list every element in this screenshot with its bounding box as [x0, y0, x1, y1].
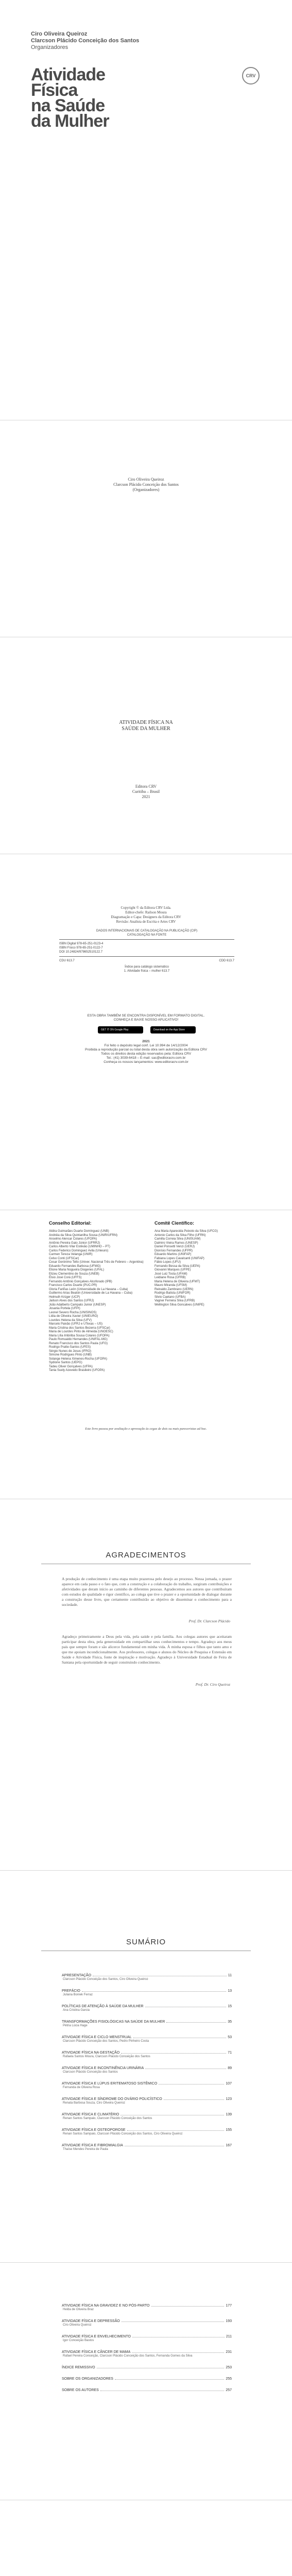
- summary-leader-dots: [166, 2020, 226, 2023]
- editorial-board-member: Aldira Guimarães Duarte Domínguez (UNB): [49, 1230, 109, 1233]
- summary-entry[interactable]: [62, 2020, 232, 2028]
- scientific-committee-member: Leidiane Rosa (UFRB): [154, 1276, 186, 1279]
- summary-leader-dots: [164, 2097, 225, 2100]
- summary-entry[interactable]: [62, 2005, 232, 2012]
- summary-entry-title: ATIVIDADE FÍSICA E FIBROMIALGIA: [62, 2144, 123, 2147]
- cover-title: [31, 67, 109, 129]
- editorial-board-member: Jailson Alves dos Santos (UFRJ): [49, 1299, 94, 1302]
- scientific-committee-member: Fernando Bessa da Silva (UEPA): [154, 1264, 200, 1268]
- summary-entry-title: TRANSFORMAÇÕES FISIOLÓGICAS NA SAÚDE DA MULHER: [62, 2020, 165, 2024]
- peer-review-note: Este livro passou por avaliação e aprovação às cegas de dois ou mais pareceristas ad hoc.: [85, 1427, 207, 1431]
- reproduction-notice: Proibida a reprodução parcial ou total desta obra sem autorização da Editora CRV: [85, 1048, 207, 1052]
- isbn-digital: ISBN Digital 978-65-251-0123-4: [59, 942, 104, 945]
- editorial-board-heading: Conselho Editorial:: [49, 1221, 92, 1226]
- summary-entry-title-row: [62, 2319, 232, 2323]
- summary-leader-dots: [93, 1974, 227, 1976]
- summary-leader-dots: [145, 2066, 226, 2069]
- cover-page: [0, 0, 292, 420]
- summary-entry-authors: Renan Santos Sampaio, Clarcson Plácido Conceição dos Santos: [63, 2117, 152, 2120]
- digital-notice: ESTA OBRA TAMBÉM SE ENCONTRA DISPONÍVEL EM FORMATO DIGITAL.: [87, 1014, 205, 1018]
- summary-entry[interactable]: [62, 2128, 232, 2136]
- editorial-board-member: Sérgio Nunes de Jesus (IFRO): [49, 1349, 92, 1353]
- layout-credit: Diagramação e Capa: Designers da Editora CRV: [111, 915, 181, 919]
- copyright-credits: [0, 906, 292, 924]
- scientific-committee-member: Giovanni Marques (UFPE): [154, 1268, 191, 1272]
- summary-entry-title: ATIVIDADE FÍSICA NA GRAVIDEZ E NO PÓS-PARTO: [62, 2304, 150, 2308]
- scientific-committee-member: Silvio Caetano (UFBA): [154, 1295, 186, 1299]
- scientific-committee-member: Fabiana Lopes Cavalcanti (UNIFAP): [154, 1257, 204, 1260]
- summary-leader-dots: [145, 2005, 227, 2007]
- editorial-board-member: Gloria Fariñas León (Universidade de La Havana – Cuba): [49, 1287, 128, 1291]
- blank-page: [0, 2500, 292, 2576]
- summary-entry-page: 253: [226, 2366, 232, 2369]
- summary-entry-page: 13: [228, 1989, 232, 1993]
- summary-entry-authors: Pétria Lúcia Hage: [63, 2024, 88, 2027]
- store-badges: [98, 1026, 196, 1033]
- summary-entry-title: SOBRE OS AUTORES: [62, 2388, 99, 2392]
- summary-leader-dots: [122, 2319, 225, 2322]
- summary-leader-dots: [133, 2036, 227, 2038]
- publication-year: 2021: [142, 794, 150, 799]
- summary-entry-title: ATIVIDADE FÍSICA E LÚPUS ERITEMATOSO SISTÊMICO: [62, 2082, 158, 2086]
- scientific-committee-member: Antonio Carlos da Silva Filho (UFRN): [154, 1233, 206, 1237]
- summary-entry-authors: Rafaela Santos Moura, Clarcson Plácido Conceição dos Santos: [63, 2055, 150, 2058]
- editor-chief: Editor-chefe: Railson Moura: [125, 910, 167, 914]
- rights-reserved: Todos os direitos desta edição reservados pela: Editora CRV: [100, 1052, 192, 1056]
- scientific-committee-member: Ana Maria Aparecida Peixoto da Silva (UFCG): [154, 1230, 218, 1233]
- contact-info: Tel.: (41) 3039-6418 – E-mail: sac@editoracrv.com.br: [106, 1056, 186, 1060]
- summary-leader-dots: [159, 2082, 224, 2084]
- publisher-city: Curitiba – Brasil: [132, 789, 160, 794]
- scientific-committee-heading: Comitê Científico:: [154, 1221, 195, 1226]
- summary-entry-title: ATIVIDADE FÍSICA E CLIMATÉRIO: [62, 2113, 119, 2116]
- editorial-board-member: Sydione Santos (UEPG): [49, 1361, 82, 1364]
- summary-entry-title: ATIVIDADE FÍSICA E CICLO MENSTRUAL: [62, 2036, 132, 2039]
- catalog-title: DADOS INTERNACIONAIS DE CATALOGAÇÃO NA PUBLICAÇÃO (CIP): [96, 929, 198, 933]
- cover-organizers-label: Organizadores: [31, 44, 68, 50]
- editorial-board-member: Maria de Lourdes Pinto de Almeida (UNOESC): [49, 1330, 113, 1333]
- summary-page-continued: [0, 2263, 292, 2500]
- editorial-board-member: Tadeu Oliver Gonçalves (UFPA): [49, 1365, 93, 1368]
- title-page: [0, 637, 292, 854]
- summary-entry-title: ATIVIDADE FÍSICA E INCONTINÊNCIA URINÁRIA: [62, 2066, 144, 2070]
- revision-credit: Revisão: Analista de Escrita e Artes CRV: [116, 920, 176, 924]
- summary-entry-title-row: [62, 2128, 232, 2132]
- summary-entry-authors: Ciro Oliveira Queiroz: [63, 2324, 92, 2327]
- summary-entry-title: POLÍTICAS DE ATENÇÃO À SAÚDE DA MULHER: [62, 2005, 144, 2008]
- editorial-board-member: Paulo Romualdo Hernandes (UNIFAL-MG): [49, 1338, 108, 1341]
- summary-entry-title-row: [62, 2113, 232, 2116]
- summary-leader-dots: [97, 2366, 225, 2368]
- scientific-committee-member: Dionísio Fernandes (UFPR): [154, 1249, 193, 1252]
- summary-entry-title-row: [62, 2005, 232, 2008]
- halftitle-author-2: Clarcson Plácido Conceição dos Santos: [113, 482, 179, 487]
- summary-entry-page: 11: [228, 1974, 232, 1977]
- index-item: 1. Atividade física – mulher 613.7: [124, 970, 170, 973]
- editorial-board-member: Lourdes Helena da Silva (UFV): [49, 1318, 92, 1322]
- summary-entry-title: ATIVIDADE FÍSICA E SÍNDROME DO OVÁRIO POLICÍSTICO: [62, 2097, 162, 2101]
- doi: DOI 10.24824/978652510122.7: [59, 951, 103, 954]
- editorial-board-member: Eduardo Fernandes Barbosa (UFMG): [49, 1264, 101, 1268]
- summary-entry-title: ATIVIDADE FÍSICA NA GESTAÇÃO: [62, 2051, 120, 2055]
- summary-entry-title: PREFÁCIO: [62, 1989, 80, 1993]
- scientific-committee-member: Vagner Ferreira Silva (UFRB): [154, 1299, 195, 1302]
- summary-entry-authors: Renan Santos Sampaio, Clarcson Plácido Conceição dos Santos, Ciro Oliveira Queiroz: [63, 2132, 183, 2136]
- editorial-board-list: [49, 1230, 149, 1373]
- acknowledgments-paragraph-2: Agradeço primeiramente a Deus pela vida, pela saúde e pela família. Aos colegas autores que aceitaram participar desta obra, pela generosidade em compartilhar seus conhecimentos e tempo. Agradeço aos meus pais que sempre foram e são alicerce fundamental em minha vida. À minha esposa e filhos que tanto amo e que me apoiam incondicionalmente. Aos professores, colegas e alunos do Núcleo de Pesquisa e Extensão em Saúde e Atividade Física, fonte de inspiração e motivação. Agradeço à Universidade Estadual de Feira de Santana pela oportunidade de seguir construindo conhecimento.: [62, 1634, 232, 1665]
- editorial-board-member: Elizeu Clementino de Souza (UNEB): [49, 1272, 99, 1276]
- classification-row: [59, 959, 234, 963]
- summary-leader-dots: [127, 2128, 225, 2131]
- summary-entry-page: 231: [226, 2350, 232, 2354]
- cdu-code: CDU 613.7: [59, 959, 75, 962]
- app-store-badge[interactable]: Download on the App Store: [150, 1026, 196, 1033]
- summary-entry-title-row: [62, 1989, 232, 1993]
- summary-entry-page: 167: [226, 2144, 232, 2147]
- copyright-line: Copyright © da Editora CRV Ltda.: [121, 906, 171, 910]
- summary-entry-title-row: [62, 2020, 232, 2024]
- summary-entry[interactable]: [62, 2036, 232, 2043]
- summary-leader-dots: [82, 1989, 226, 1992]
- summary-entry-authors: Clarcson Plácido Conceição dos Santos, Pedro Pinheiro Costa: [63, 2040, 149, 2043]
- acknowledgments-signature-1: Prof. Dr. Clarcson Plácido: [188, 1619, 230, 1623]
- halftitle-author-1: Ciro Oliveira Queiroz: [128, 477, 164, 482]
- editorial-board-member: Helmuth Krüger (UCP): [49, 1295, 80, 1299]
- scientific-committee-member: Daniel Ponsetti Venzi (UERJ): [154, 1245, 195, 1248]
- editorial-board-member: Marcelo Paixão (UFRJ e UTexas – US): [49, 1323, 103, 1326]
- summary-entry-title-row: [62, 2082, 232, 2086]
- summary-entry-authors: Rafael Pereira Conceição, Clarcson Plácido Conceição dos Santos, Fernanda Gomes da Silva: [63, 2354, 193, 2358]
- catalog-rule: [59, 956, 234, 957]
- summary-entry-authors: Fernanda de Oliveira Rosa: [63, 2086, 100, 2089]
- editorial-board-member: Simone Rodrigues Pinto (UNB): [49, 1353, 92, 1357]
- summary-leader-dots: [132, 2350, 224, 2353]
- summary-entry-page: 123: [226, 2097, 232, 2101]
- halftitle-page: [0, 420, 292, 637]
- summary-entry-title-row: [62, 2377, 232, 2381]
- app-download-prompt: CONHEÇA E BAIXE NOSSO APLICATIVO!: [113, 1018, 179, 1022]
- catalog-rule: [59, 939, 234, 940]
- summary-entry[interactable]: [62, 2144, 232, 2151]
- editorial-board-member: Celso Conti (UFSCar): [49, 1257, 79, 1260]
- summary-entry[interactable]: [62, 2082, 232, 2090]
- editorial-board-member: Rodrigo Pratte-Santos (UFES): [49, 1346, 91, 1349]
- summary-entry-authors: Ana Cristina Garcia: [63, 2009, 90, 2012]
- index-title: Índice para catálogo sistemático: [125, 965, 169, 969]
- summary-entry-title: SOBRE OS ORGANIZADORES: [62, 2377, 113, 2381]
- summary-entry-page: 107: [226, 2082, 232, 2086]
- summary-entry-title-row: [62, 2366, 232, 2369]
- summary-entry-authors: Igor Conceição Bastos: [63, 2339, 94, 2342]
- acknowledgments-signature-2: Prof. Dr. Ciro Queiroz: [195, 1682, 230, 1687]
- summary-entry-page: 155: [226, 2128, 232, 2132]
- summary-entry-page: 71: [228, 2051, 232, 2055]
- summary-entry-authors: Juliana Boniek Ferraz: [63, 1993, 93, 1996]
- scientific-committee-member: Dalmiro Vieira Ramos (UNESP): [154, 1241, 198, 1245]
- scientific-committee-member: José Luiz Tosta (UFAM): [154, 1272, 187, 1276]
- app-notice: [0, 1014, 292, 1022]
- summary-entry-title: ÍNDICE REMISSIVO: [62, 2366, 95, 2369]
- summary-entry-title-row: [62, 2304, 232, 2308]
- summary-entry[interactable]: [62, 2113, 232, 2121]
- crv-logo: CRV: [242, 67, 260, 84]
- summary-leader-dots: [115, 2377, 224, 2380]
- cover-author-2: Clarcson Plácido Conceição dos Santos: [31, 38, 140, 44]
- catalog-subtitle: CATALOGAÇÃO NA FONTE: [127, 934, 167, 937]
- summary-entry[interactable]: [62, 2350, 232, 2358]
- scientific-committee-member: Wellington Silva Goncalves (UNIPE): [154, 1303, 204, 1307]
- summary-entry-title-row: [62, 2097, 232, 2101]
- acknowledgments-page: [0, 1499, 292, 1870]
- summary-entry-title: ATIVIDADE FÍSICA E ENVELHECIMENTO: [62, 2335, 131, 2338]
- editorial-board-member: Guillermo Arias Beatón (Universidade de La Havana – Cuba): [49, 1292, 133, 1295]
- cover-title-line-2: Física: [31, 80, 78, 100]
- summary-entry[interactable]: [62, 2051, 232, 2059]
- summary-leader-dots: [121, 2113, 224, 2115]
- summary-entry-page: 255: [226, 2377, 232, 2381]
- summary-entry-title-row: [62, 2036, 232, 2039]
- scientific-committee-list: [154, 1230, 247, 1307]
- summary-entry-title: ATIVIDADE FÍSICA E DEPRESSÃO: [62, 2319, 120, 2323]
- summary-entry[interactable]: [62, 2066, 232, 2074]
- scientific-committee-member: Rodrigo Batista (UNIFOR): [154, 1292, 191, 1295]
- summary-entry[interactable]: [62, 2304, 232, 2312]
- summary-entry-authors: Clarcson Plácido Conceição dos Santos: [63, 2071, 118, 2074]
- cover-authors: [31, 31, 139, 51]
- editorial-board-member: Élsio José Corá (UFFS): [49, 1276, 82, 1279]
- cover-title-line-4: da Mulher: [31, 111, 109, 131]
- scientific-committee-member: Mauro Miranda (UFSM): [154, 1284, 187, 1287]
- editorial-board-member: Renato Francisco dos Santos Paula (UFG): [49, 1342, 108, 1345]
- legal-deposit: Foi feito o depósito legal conf. Lei 10.994 de 14/12/2004: [104, 1044, 188, 1047]
- summary-entry-title-row: [62, 2335, 232, 2338]
- editorial-board-member: Elione Maria Nogueira Diogenes (UFAL): [49, 1268, 105, 1272]
- summary-entry-authors: Thaíse Mendes Pereira de Paula: [63, 2148, 108, 2151]
- cover-author-1: Ciro Oliveira Queiroz: [31, 31, 88, 37]
- google-play-badge[interactable]: GET IT ON Google Play: [98, 1026, 143, 1033]
- cdd-code: CDD 613.7: [219, 959, 234, 962]
- halftitle-authors: [0, 477, 292, 493]
- legal-year: 2021: [142, 1040, 150, 1043]
- acknowledgments-title: AGRADECIMENTOS: [106, 1551, 186, 1560]
- editorial-board-member: João Adalberto Campato Junior (UNESP): [49, 1303, 106, 1307]
- scientific-committee-member: Camilla Correia Silva (UNISUAM): [154, 1238, 201, 1241]
- summary-entry[interactable]: [62, 2366, 232, 2369]
- title-page-imprint: [0, 784, 292, 800]
- summary-entry-page: 193: [226, 2319, 232, 2323]
- cover-title-line-3: na Saúde: [31, 96, 105, 115]
- summary-leader-dots: [100, 2388, 224, 2391]
- summary-page: [0, 1871, 292, 2262]
- editorial-board-member: Maria Lília Imbiriba Sousa Colares (UFOPA): [49, 1334, 110, 1337]
- summary-entry-title-row: [62, 2388, 232, 2392]
- legal-info: [0, 1040, 292, 1064]
- editorial-board-member: Carmen Tereza Velanga (UNIR): [49, 1253, 93, 1256]
- summary-entry-authors: Renata Barbosa Souza, Ciro Oliveira Queiroz: [63, 2102, 126, 2105]
- summary-entry-page: 211: [226, 2335, 232, 2338]
- summary-entry[interactable]: [62, 2319, 232, 2327]
- title-line-1: ATIVIDADE FÍSICA NA: [119, 720, 173, 725]
- summary-entry-page: 89: [228, 2066, 232, 2070]
- summary-entry-page: 257: [226, 2388, 232, 2392]
- summary-leader-dots: [125, 2144, 224, 2146]
- editorial-board-member: Tania Suely Azevedo Brasileiro (UFOPA): [49, 1369, 105, 1372]
- summary-entry[interactable]: [62, 2377, 232, 2381]
- summary-leader-dots: [132, 2335, 225, 2337]
- editorial-board-member: Andréia da Silva Quintanilha Sousa (UNIR/UFRN): [49, 1233, 118, 1237]
- editorial-board-member: Leonel Severo Rocha (UNISINOS): [49, 1311, 97, 1314]
- summary-entry-title: ATIVIDADE FÍSICA E OSTEOPOROSE: [62, 2128, 126, 2132]
- copyright-page: [0, 854, 292, 1210]
- summary-entry[interactable]: [62, 2335, 232, 2343]
- scientific-committee-member: Fábio Lopes (UFU): [154, 1261, 181, 1264]
- editorial-board-member: Fernando Antônio Gonçalves Alcoforado (IPB): [49, 1280, 112, 1283]
- editorial-board-member: Solange Helena Ximenes-Rocha (UFOPA): [49, 1357, 107, 1361]
- scientific-committee-member: Reinaldo Zambrano (UERN): [154, 1287, 194, 1291]
- editorial-board-member: Lídia de Oliveira Xavier (UNIEURO): [49, 1315, 98, 1318]
- cover-title-line-1: Atividade: [31, 65, 106, 84]
- editorial-board-member: Carlos Federico Dominguez Avila (Unieuro): [49, 1249, 109, 1252]
- publisher-name: Editora CRV: [135, 784, 157, 789]
- scientific-committee-member: Maria Helena de Oliveira (UFMT): [154, 1280, 200, 1283]
- editorial-board-member: Carlos Alberto Vilar Estêvão (UMINHO – PT): [49, 1245, 110, 1248]
- publisher-site: Conheça os nossos lançamentos: www.editoracrv.com.br: [104, 1060, 188, 1064]
- editorial-board-member: Antônio Pereira Gaio Júnior (UFRRJ): [49, 1241, 100, 1245]
- summary-entry-title-row: [62, 2051, 232, 2055]
- halftitle-organizers-label: (Organizadores): [132, 487, 160, 492]
- summary-entry-title-row: [62, 2066, 232, 2070]
- editorial-board-member: Josania Portela (UFPI): [49, 1307, 80, 1310]
- summary-entry[interactable]: [62, 1989, 232, 1997]
- editorial-board-member: Anselmo Alencar Colares (UFOPA): [49, 1238, 97, 1241]
- summary-entry-title-row: [62, 2350, 232, 2354]
- summary-entry-authors: Helda de Oliveira Braz: [63, 2308, 94, 2311]
- summary-entry-title-row: [62, 1974, 232, 1977]
- summary-entry-page: 139: [226, 2113, 232, 2116]
- editorial-board-member: Maria Cristina dos Santos Bezerra (UFSCar): [49, 1326, 110, 1330]
- summary-entry[interactable]: [62, 1974, 232, 1981]
- acknowledgments-paragraph-1: A produção de conhecimento é uma etapa muito prazerosa pelo desejo ao processo. Nessa jornada, o prazer aparece em cada passo e o fato que, com a construção e a colaboração do trabalho, surgiram contribuições e afetividades que deram início ao caminho de diferentes pessoas. Agradecemos aos autores que contribuíram com estudos de qualidade e rigor científico, ao colega que tive o prazer e a oportunidade de dialogar durante a construção desse livro, que certamente contribuirão ao objetivo de disseminar o conhecimento para a sociedade.: [62, 1577, 232, 1607]
- summary-title: SUMÁRIO: [126, 1938, 166, 1946]
- title-page-title: [0, 720, 292, 732]
- isbn-print: ISBN Físico 978-65-251-0122-7: [59, 946, 103, 950]
- editorial-board-member: Cesar Gerónimo Tello (Univer. Nacional Três de Febrero – Argentina): [49, 1261, 144, 1264]
- summary-leader-dots: [151, 2304, 225, 2307]
- summary-entry-title: APRESENTAÇÃO: [62, 1974, 92, 1977]
- scientific-committee-member: Eduardo Martins (UNIFAP): [154, 1253, 192, 1256]
- editorial-board-member: Francisco Carlos Duarte (PUC-PR): [49, 1284, 97, 1287]
- title-line-2: SAÚDE DA MULHER: [122, 726, 170, 732]
- summary-entry[interactable]: [62, 2388, 232, 2392]
- summary-entry-authors: Clarcson Plácido Conceição dos Santos, Ciro Oliveira Queiroz: [63, 1978, 148, 1981]
- summary-leader-dots: [121, 2051, 226, 2054]
- summary-entry-page: 53: [228, 2036, 232, 2039]
- summary-entry-title: ATIVIDADE FÍSICA E CÂNCER DE MAMA: [62, 2350, 131, 2354]
- summary-entry-page: 35: [228, 2020, 232, 2024]
- summary-entry[interactable]: [62, 2097, 232, 2105]
- summary-entry-title-row: [62, 2144, 232, 2147]
- council-page: [0, 1210, 292, 1499]
- catalog-card: [59, 929, 234, 973]
- summary-entry-page: 15: [228, 2005, 232, 2008]
- summary-entry-page: 177: [226, 2304, 232, 2308]
